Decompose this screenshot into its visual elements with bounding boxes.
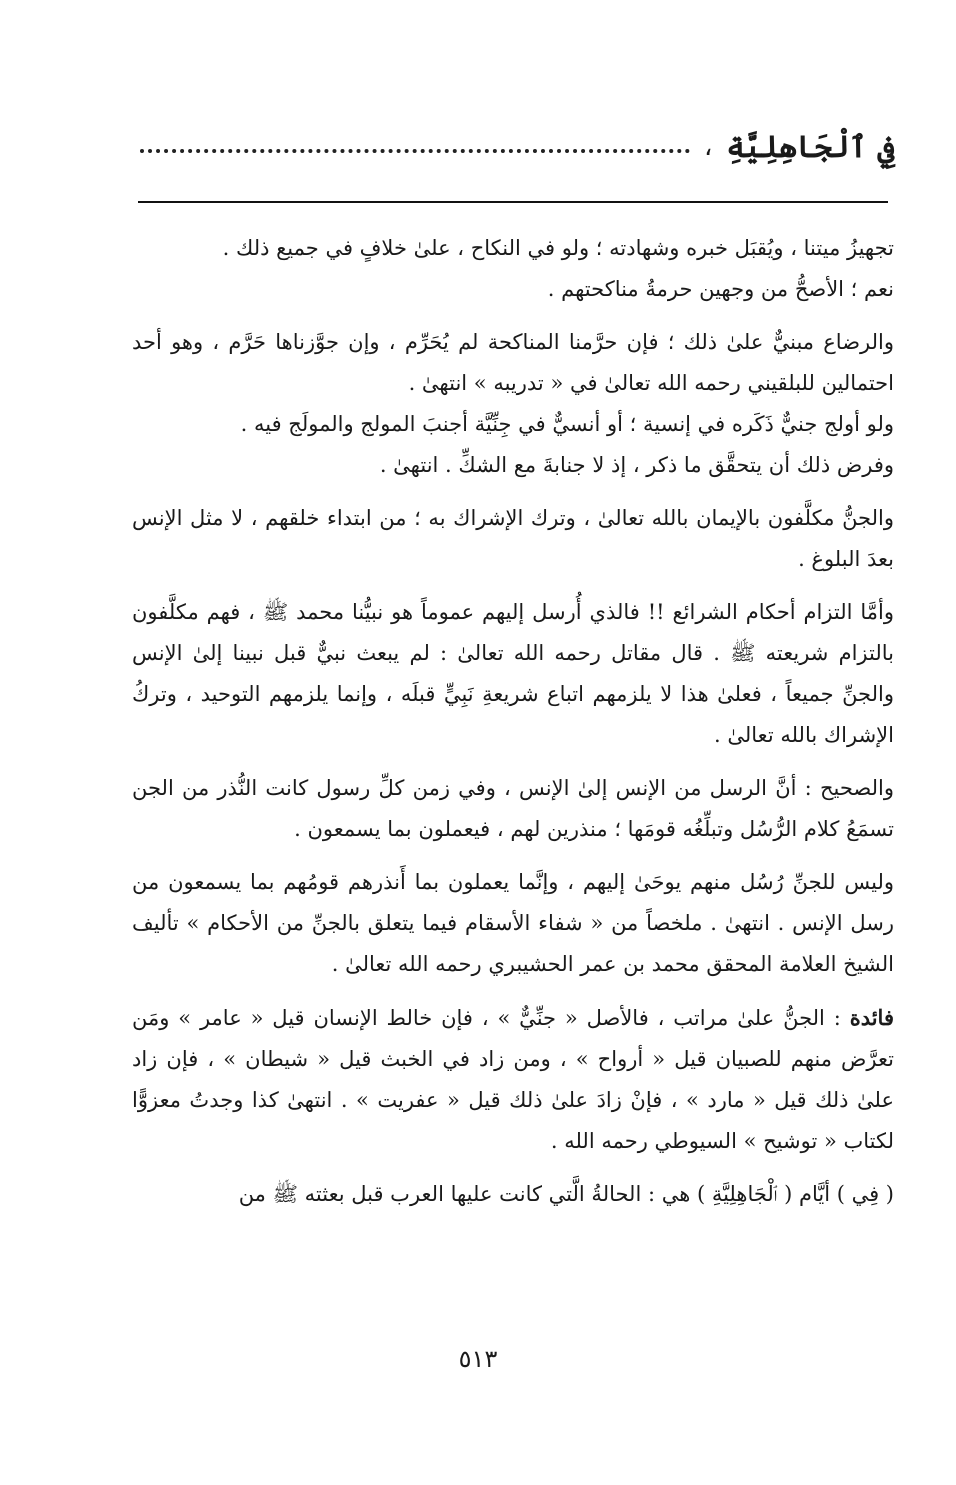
paragraph-lead: فائدة	[849, 1005, 894, 1030]
page-number: ٥١٣	[458, 1345, 498, 1373]
header-separator: ،	[703, 132, 713, 162]
paragraph-text: وليس للجنِّ رُسُل منهم يوحَىٰ إليهم ، وإنَّما يعملون بما أَنذرهم قومُهم بما يسمعون من رسل الإنس . انتهىٰ . ملخصاً من « شفاء الأسقام فيما يتعلق بالجنِّ من الأحكام » تأليف الشيخ العلامة المحقق محمد بن عمر الحشيبري رحمه الله تعالىٰ .	[132, 870, 894, 976]
paragraph-5	[132, 445, 894, 486]
paragraph-text: والرضاع مبنيٌّ علىٰ ذلك ؛ فإن حرَّمنا المناكحة لم يُحَرِّم ، وإن جوَّزناها حَرَّم ، وهو أحد احتمالين للبلقيني رحمه الله تعالىٰ في « تدريبه » انتهىٰ .	[132, 330, 894, 395]
header-dotted-leader	[140, 149, 690, 153]
paragraph-text: ولو أولج جنيٌّ ذَكَره في إنسية ؛ أو أنسيٌّ في جِنِّيَّة أجنبَ المولج والمولَج فيه .	[240, 412, 894, 436]
paragraph-2	[132, 269, 894, 310]
header-rule	[138, 201, 888, 203]
paragraph-text: تجهيزُ ميتنا ، ويُقبَل خبره وشهادته ؛ ولو في النكاح ، علىٰ خلافٍ في جميع ذلك .	[222, 236, 894, 260]
paragraph-text: والصحيح : أنَّ الرسل من الإنس إلىٰ الإنس ، وفي زمن كلِّ رسول كانت النُّذر من الجن تسمَعُ كلام الرُّسُل وتبلِّغُه قومَها ؛ منذرين لهم ، فيعملون بما يسمعون .	[132, 776, 894, 841]
paragraph-4	[132, 404, 894, 445]
paragraph-text: وأمَّا التزام أحكام الشرائع !! فالذي أُرسل إليهم عموماً هو نبيُّنا محمد ﷺ ، فهم مكلَّفون بالتزام شريعته ﷺ . قال مقاتل رحمه الله تعالىٰ : لم يبعث نبيٌّ قبل نبينا إلىٰ الإنس والجنِّ جميعاً ، فعلىٰ هذا لا يلزمهم اتباع شريعةِ نَبِيٍّ قبلَه ، وإنما يلزمهم التوحيد ، وتركُ الإشراك بالله تعالىٰ .	[132, 600, 894, 747]
header-title: فِي ٱلْجَاهِلِيَّةِ	[726, 129, 895, 165]
paragraph-7	[132, 592, 894, 756]
paragraph-3	[132, 322, 894, 404]
paragraph-text: ( فِي ) أيَّام ( ٱلْجَاهِلِيَّةِ ) هي : الحالةُ الَّتي كانت عليها العرب قبل بعثته ﷺ من	[238, 1182, 894, 1206]
paragraph-8	[132, 768, 894, 850]
paragraph-11	[132, 1174, 894, 1215]
paragraph-text: نعم ؛ الأصحُّ من وجهين حرمةُ مناكحتهم .	[547, 277, 894, 301]
running-header	[140, 120, 895, 174]
paragraph-9	[132, 862, 894, 985]
paragraph-text: وفرض ذلك أن يتحقَّق ما ذكر ، إذ لا جنابةَ مع الشكِّ . انتهىٰ .	[379, 453, 894, 477]
paragraph-10	[132, 997, 894, 1162]
body-text	[132, 228, 894, 1215]
paragraph-text: والجنُّ مكلَّفون بالإيمان بالله تعالىٰ ، وترك الإشراك به ؛ من ابتداء خلقهم ، لا مثل الإنس بعدَ البلوغ .	[132, 506, 894, 571]
paragraph-text: : الجنُّ علىٰ مراتب ، فالأصل « جنِّيٌّ » ، فإن خالط الإنسان قيل « عامر » ومَن تعرَّض منهم للصبيان قيل « أرواح » ، ومن زاد في الخبث قيل « شيطان » ، فإن زاد علىٰ ذلك قيل « مارد » ، فإنْ زادَ علىٰ ذلك قيل « عفريت » . انتهىٰ كذا وجدتُ معزوًّا لكتاب « توشيح » السيوطي رحمه الله .	[132, 1006, 894, 1153]
paragraph-1	[132, 228, 894, 269]
paragraph-6	[132, 498, 894, 580]
